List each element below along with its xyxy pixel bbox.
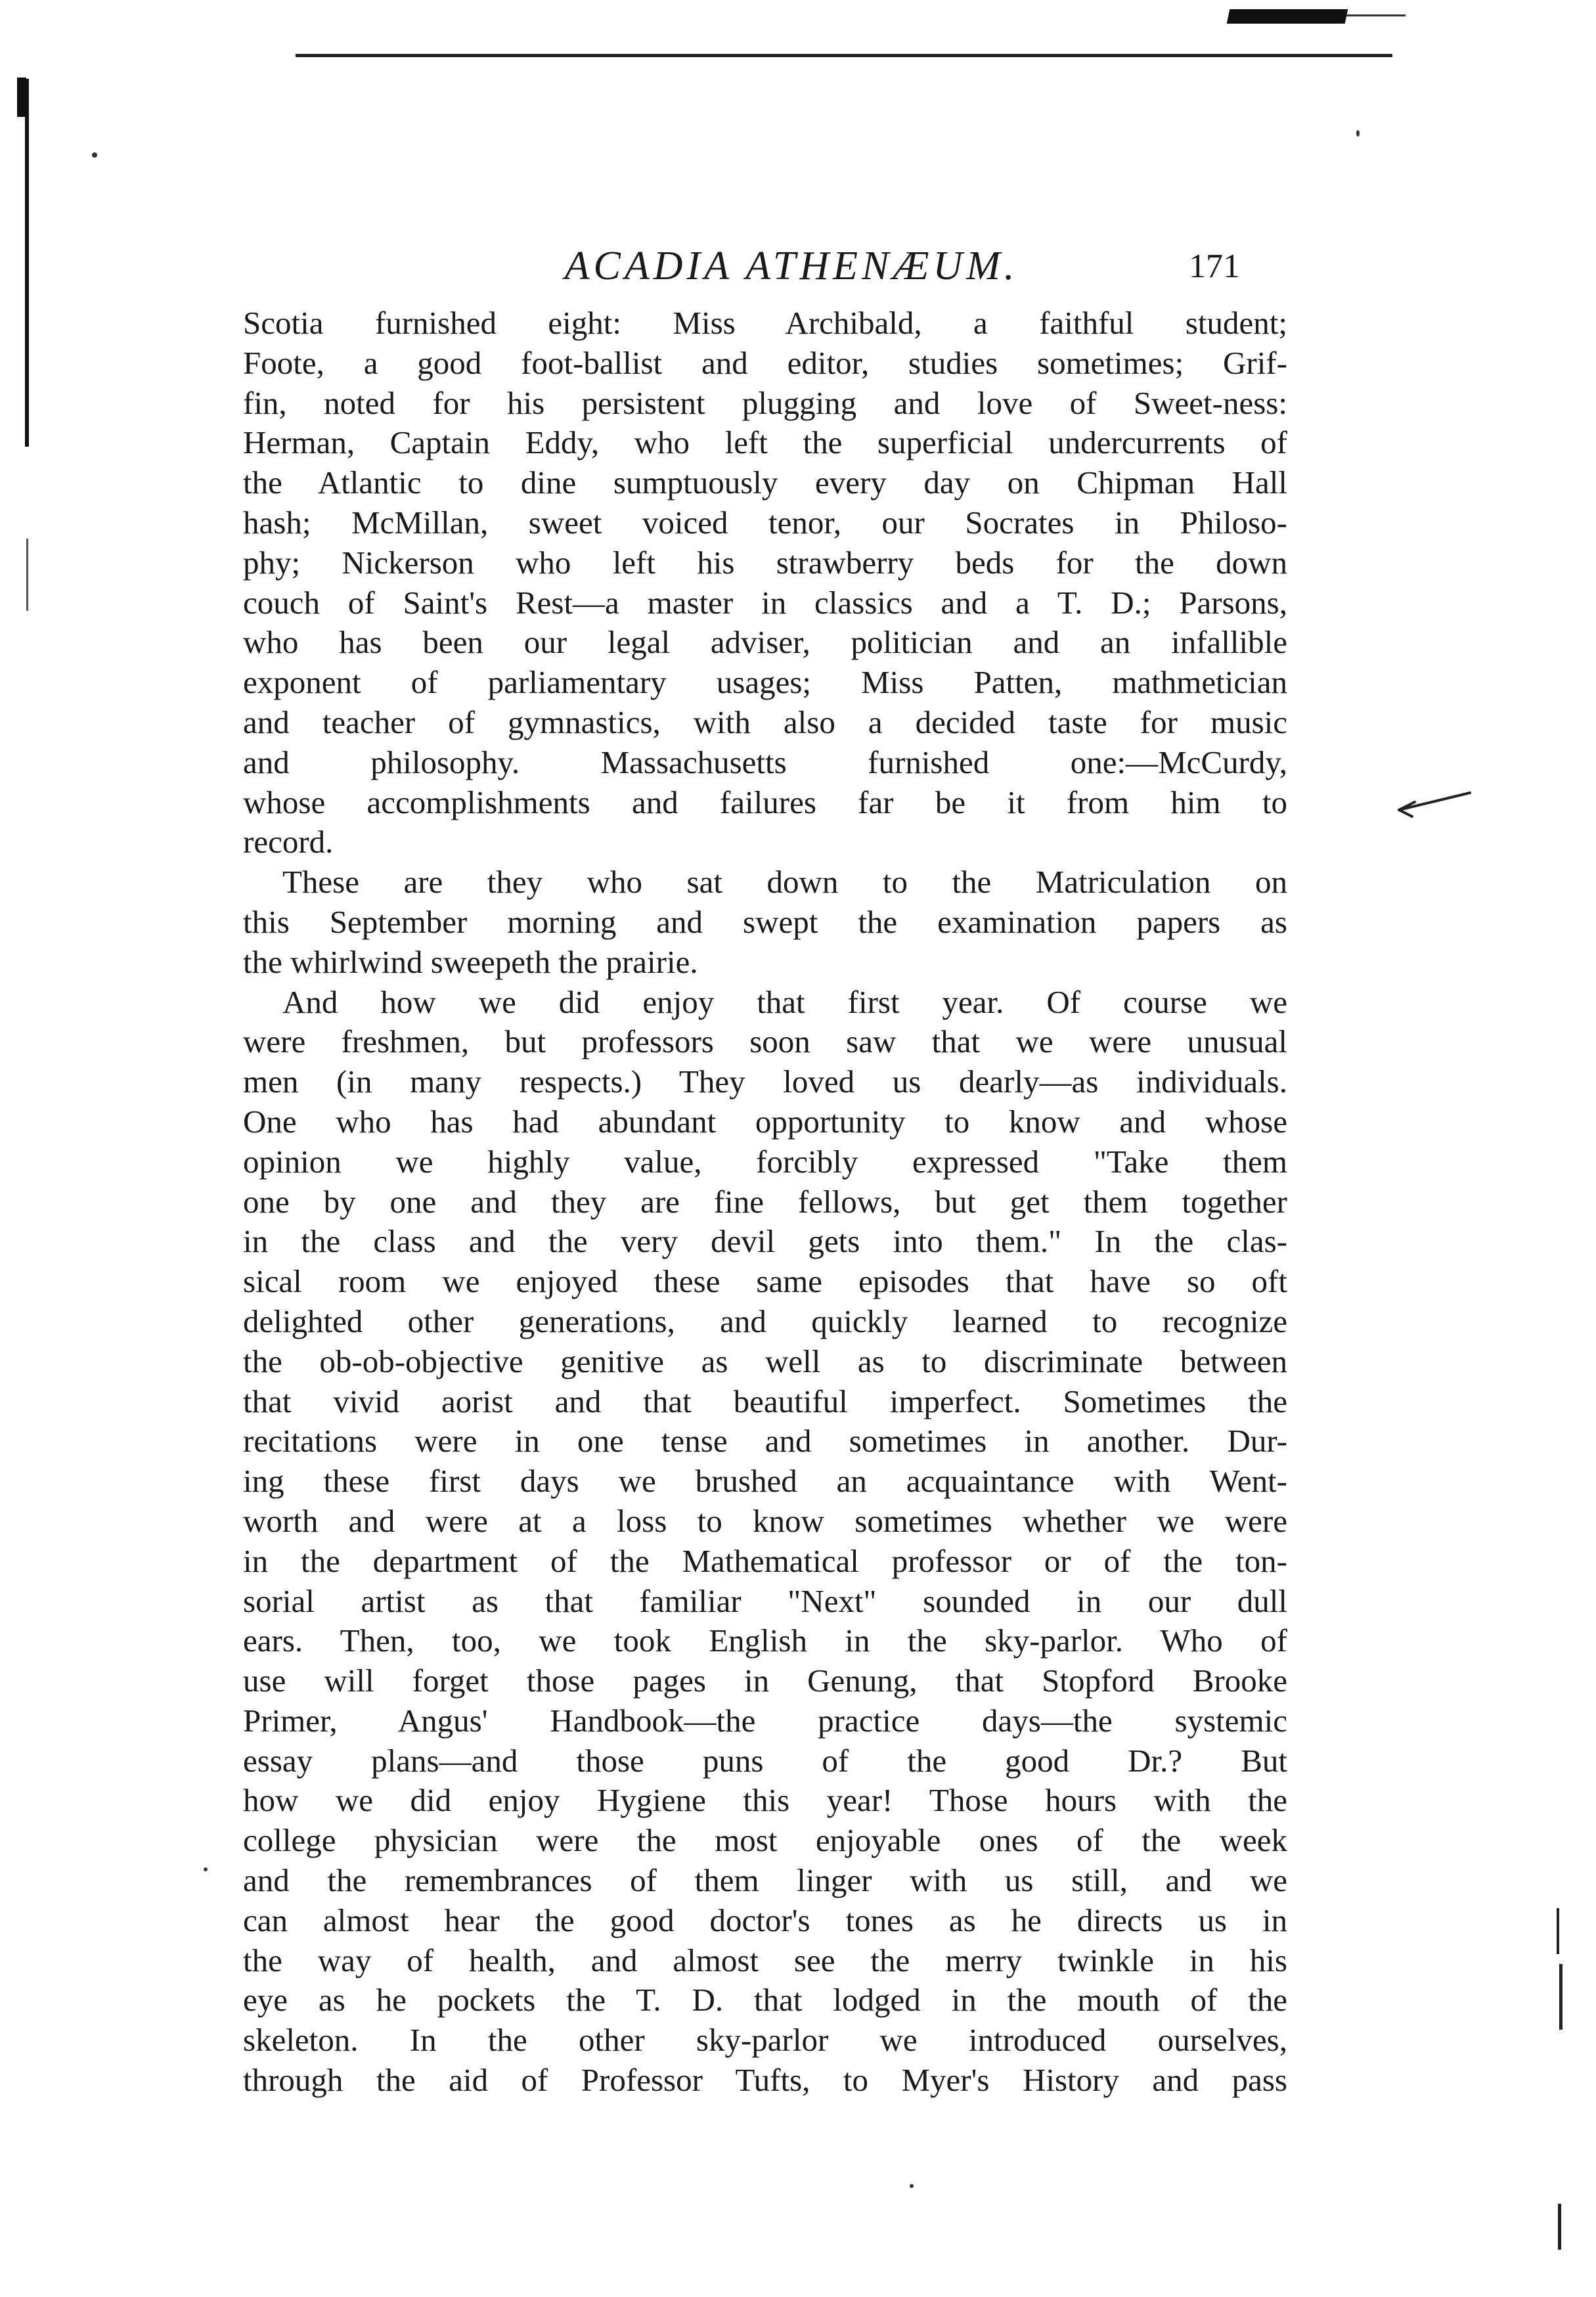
text-line: the way of health, and almost see the merry twinkle in his [243,1942,1287,1978]
text-line: that vivid aorist and that beautiful imperfect. Sometimes the [243,1383,1287,1419]
text-line: and philosophy. Massachusetts furnished one:—McCurdy, [243,744,1287,780]
page-edge-mark [1559,1964,1563,2030]
text-line: essay plans—and those puns of the good Dr.? But [243,1742,1287,1779]
text-line: Herman, Captain Eddy, who left the superficial undercurrents of [243,424,1287,461]
text-line: and teacher of gymnastics, with also a decided taste for music [243,703,1287,740]
text-line: And how we did enjoy that first year. Of course we [282,983,1287,1020]
text-line: ears. Then, too, we took English in the sky-parlor. Who of [243,1622,1287,1659]
ink-blot [1227,9,1348,24]
text-line: college physician were the most enjoyable ones of the week [243,1822,1287,1859]
text-line: recitations were in one tense and sometimes in another. Dur- [243,1423,1287,1460]
text-line: and the remembrances of them linger with us still, and we [243,1862,1287,1899]
text-line: couch of Saint's Rest—a master in classics and a T. D.; Parsons, [243,584,1287,621]
text-line: exponent of parliamentary usages; Miss Patten, mathmetician [243,664,1287,701]
text-line: the whirlwind sweepeth the prairie. [243,943,698,980]
page-edge-mark [1557,1908,1559,1954]
text-line: eye as he pockets the T. D. that lodged in the mouth of the [243,1982,1287,2018]
text-line: Foote, a good foot-ballist and editor, studies sometimes; Grif- [243,344,1287,381]
text-line: record. [243,824,334,860]
binding-edge-line [26,539,28,611]
scan-speck [1356,130,1360,137]
text-line: Scotia furnished eight: Miss Archibald, a faithful student; [243,305,1287,341]
text-line: These are they who sat down to the Matriculation on [282,864,1287,901]
text-line: were freshmen, but professors soon saw that we were unusual [243,1023,1287,1060]
text-line: sorial artist as that familiar "Next" sounded in our dull [243,1582,1287,1619]
text-line: how we did enjoy Hygiene this year! Those hours with the [243,1782,1287,1819]
text-line: can almost hear the good doctor's tones as he directs us in [243,1902,1287,1938]
text-line: phy; Nickerson who left his strawberry beds for the down [243,544,1287,581]
scan-speck [204,1867,208,1871]
article-body [243,303,1287,2101]
text-line: fin, noted for his persistent plugging and love of Sweet-ness: [243,384,1287,421]
page-edge-mark [1558,2204,1561,2250]
text-line: delighted other generations, and quickly learned to recognize [243,1303,1287,1339]
text-line: in the department of the Mathematical professor or of the ton- [243,1542,1287,1579]
text-line: the ob-ob-objective genitive as well as to discriminate between [243,1343,1287,1379]
binding-edge-line [25,79,29,447]
text-line: use will forget those pages in Genung, that Stopford Brooke [243,1662,1287,1699]
running-title: ACADIA ATHENÆUM. [564,244,1019,288]
text-line: one by one and they are fine fellows, but get them together [243,1183,1287,1220]
text-line: One who has had abundant opportunity to know and whose [243,1103,1287,1140]
text-line: this September morning and swept the examination papers as [243,903,1287,940]
text-line: the Atlantic to dine sumptuously every day on Chipman Hall [243,464,1287,501]
page-number: 171 [1189,248,1240,285]
text-line: whose accomplishments and failures far be it from him to [243,784,1287,820]
text-line: opinion we highly value, forcibly expressed "Take them [243,1143,1287,1180]
text-line: sical room we enjoyed these same episodes that have so oft [243,1263,1287,1300]
text-line: worth and were at a loss to know sometimes whether we were [243,1502,1287,1539]
text-line: skeleton. In the other sky-parlor we introduced ourselves, [243,2022,1287,2059]
scan-speck [910,2184,914,2188]
text-line: men (in many respects.) They loved us dearly—as individuals. [243,1063,1287,1100]
text-line: through the aid of Professor Tufts, to Myer's History and pass [243,2062,1287,2099]
ink-streak [1346,14,1406,16]
header-rule [296,54,1392,57]
scan-speck [92,152,97,158]
text-line: who has been our legal adviser, politician and an infallible [243,624,1287,661]
margin-pencil-mark-icon [1392,785,1471,824]
text-line: hash; McMillan, sweet voiced tenor, our Socrates in Philoso- [243,504,1287,541]
text-line: in the class and the very devil gets into them." In the clas- [243,1223,1287,1260]
text-line: ing these first days we brushed an acquaintance with Went- [243,1463,1287,1500]
text-line: Primer, Angus' Handbook—the practice days—the systemic [243,1702,1287,1739]
